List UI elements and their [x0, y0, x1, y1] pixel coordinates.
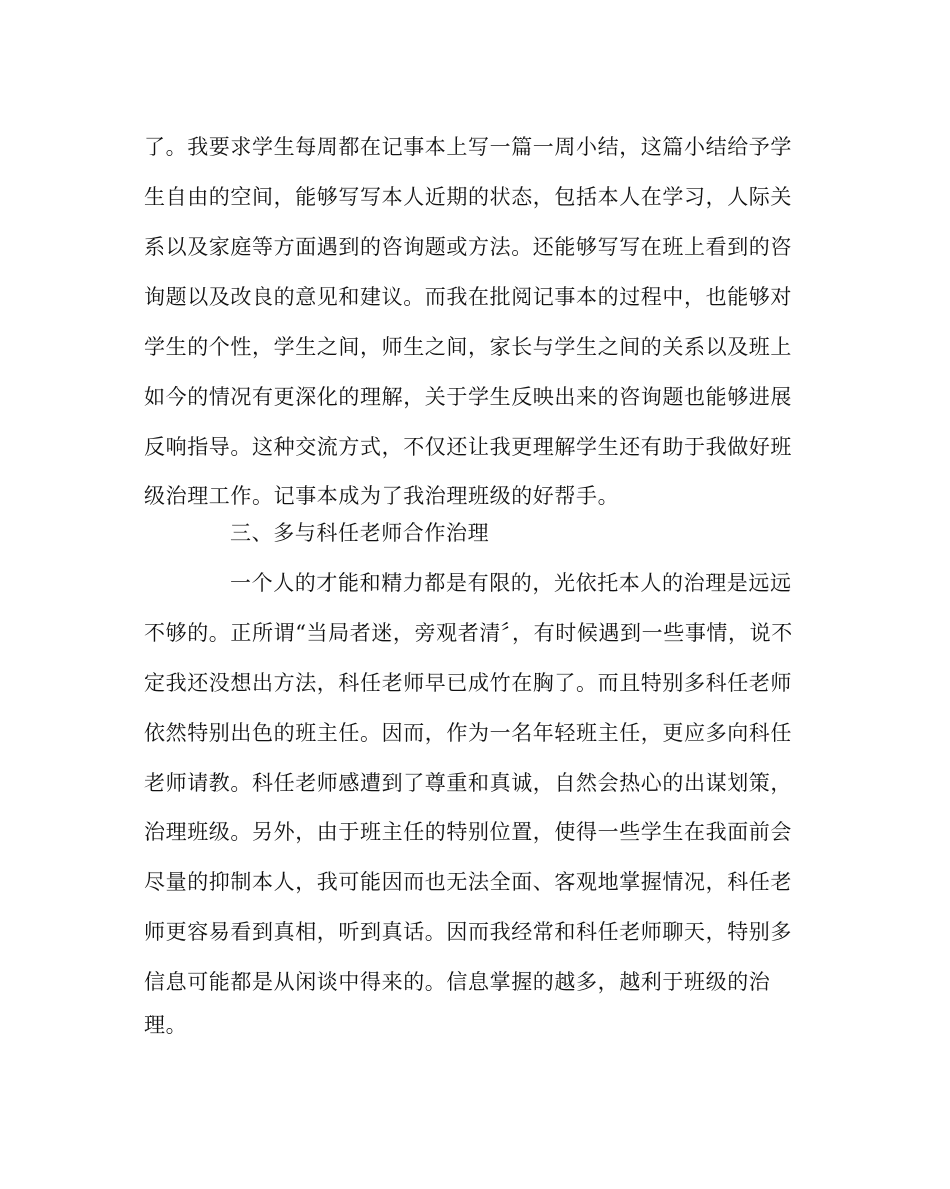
- paragraph-line: 了。我要求学生每周都在记事本上写一篇一周小结，这篇小结给予学: [144, 135, 792, 159]
- paragraph-line: 学生的个性，学生之间，师生之间，家长与学生之间的关系以及班上: [144, 335, 792, 359]
- paragraph-line: 定我还没想出方法，科任老师早已成竹在胸了。而且特别多科任老师: [144, 671, 792, 695]
- paragraph-line: 尽量的抑制本人，我可能因而也无法全面、客观地掌握情况，科任老: [144, 870, 792, 894]
- paragraph-line: 反响指导。这种交流方式，不仅还让我更理解学生还有助于我做好班: [144, 435, 792, 459]
- paragraph-line: 信息可能都是从闲谈中得来的。信息掌握的越多，越利于班级的治: [144, 970, 771, 994]
- paragraph-line: 询题以及改良的意见和建议。而我在批阅记事本的过程中，也能够对: [144, 285, 792, 309]
- paragraph-line: 治理班级。另外，由于班主任的特别位置，使得一些学生在我面前会: [144, 820, 792, 844]
- paragraph-line: 依然特别出色的班主任。因而，作为一名年轻班主任，更应多向科任: [144, 721, 792, 745]
- paragraph-line: 老师请教。科任老师感遭到了尊重和真诚，自然会热心的出谋划策，: [144, 771, 792, 795]
- paragraph-line: 不够的。正所谓“当局者迷，旁观者清〞，有时候遇到一些事情，说不: [144, 621, 793, 645]
- paragraph-line: 级治理工作。记事本成为了我治理班级的好帮手。: [144, 484, 620, 508]
- section-heading: 三、多与科任老师合作治理: [230, 521, 490, 545]
- paragraph-line: 系以及家庭等方面遇到的咨询题或方法。还能够写写在班上看到的咨: [144, 235, 792, 259]
- paragraph-line: 生自由的空间，能够写写本人近期的状态，包括本人在学习，人际关: [144, 185, 792, 209]
- paragraph-line: 理。: [144, 1013, 188, 1037]
- paragraph-line: 师更容易看到真相，听到真话。因而我经常和科任老师聊天，特别多: [144, 920, 792, 944]
- paragraph-line: 一个人的才能和精力都是有限的，光依托本人的治理是远远: [230, 571, 792, 595]
- paragraph-line: 如今的情况有更深化的理解，关于学生反映出来的咨询题也能够进展: [144, 385, 792, 409]
